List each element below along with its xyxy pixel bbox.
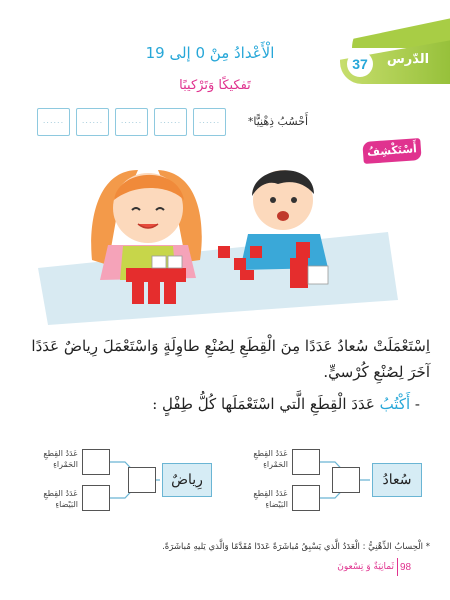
mental-math-box[interactable]: ...... (76, 108, 109, 136)
mental-math-label: أَحْسُبُ ذِهْنِيًّا* (247, 115, 308, 128)
mental-math-box[interactable]: ...... (115, 108, 148, 136)
lesson-label: الدّرس (386, 52, 430, 67)
red-count-label-suad: عَدَدُ القِطعِ الحَمْراءِ (253, 449, 288, 469)
page-number-words: ثَمانِيَةٌ وَ تِسْعونَ (337, 562, 394, 572)
girl-figure (91, 170, 202, 280)
white-count-label-riyad: عَدَدُ القِطعِ البَيْضاءِ (43, 489, 78, 509)
mental-math-box[interactable]: ...... (154, 108, 187, 136)
name-box-riyad: رِياضٌ (162, 463, 212, 497)
page-title: الْأَعْدادُ مِنْ 0 إلى 19 (145, 44, 275, 62)
total-answer-box-suad[interactable] (332, 467, 360, 493)
white-count-label-suad: عَدَدُ القِطعِ البَيْضاءِ (253, 489, 288, 509)
mental-math-box[interactable]: ...... (193, 108, 226, 136)
children-building-blocks-illustration (28, 150, 398, 330)
footnote: * الْحِسابُ الذِّهْنِيُّ : الْعَدَدُ الَّذي يَسْبِقُ مُباشَرَةً عَدَدًا مُقَدَّمًا وَالَّذي يَليهِ مُباشَرَةً. (162, 542, 430, 552)
white-count-box-suad[interactable] (292, 485, 320, 511)
task-text: عَدَدَ الْقِطَعِ الَّتي اسْتَعْمَلَها كُلُّ طِفْلٍ : (152, 395, 375, 413)
page-number: 98 (400, 562, 412, 573)
task-dash: - (414, 395, 420, 413)
lesson-number: 37 (347, 51, 373, 77)
mental-math-box[interactable]: ...... (37, 108, 70, 136)
name-box-suad: سُعادُ (372, 463, 422, 497)
task-keyword: أَكْتُبُ (379, 395, 411, 413)
red-count-label-riyad: عَدَدُ القِطعِ الحَمْراءِ (43, 449, 78, 469)
white-count-box-riyad[interactable] (82, 485, 110, 511)
page-number-divider (397, 558, 398, 576)
red-count-box-suad[interactable] (292, 449, 320, 475)
page-subtitle: تَفكيكًا وَتَرْكيبًا (179, 78, 251, 93)
problem-paragraph: اِسْتَعْمَلَتْ سُعادُ عَدَدًا مِنَ الْقِطَعِ لِصُنْعِ طاوِلَةٍ وَاسْتَعْمَلَ رِياضٌ عَدَدًا آخَرَ لِصُنْعِ كُرْسيٍّ. (31, 337, 430, 381)
red-count-box-riyad[interactable] (82, 449, 110, 475)
total-answer-box-riyad[interactable] (128, 467, 156, 493)
explore-badge: أَسْتَكْشِفُ (362, 138, 421, 164)
task-instruction (100, 395, 420, 413)
